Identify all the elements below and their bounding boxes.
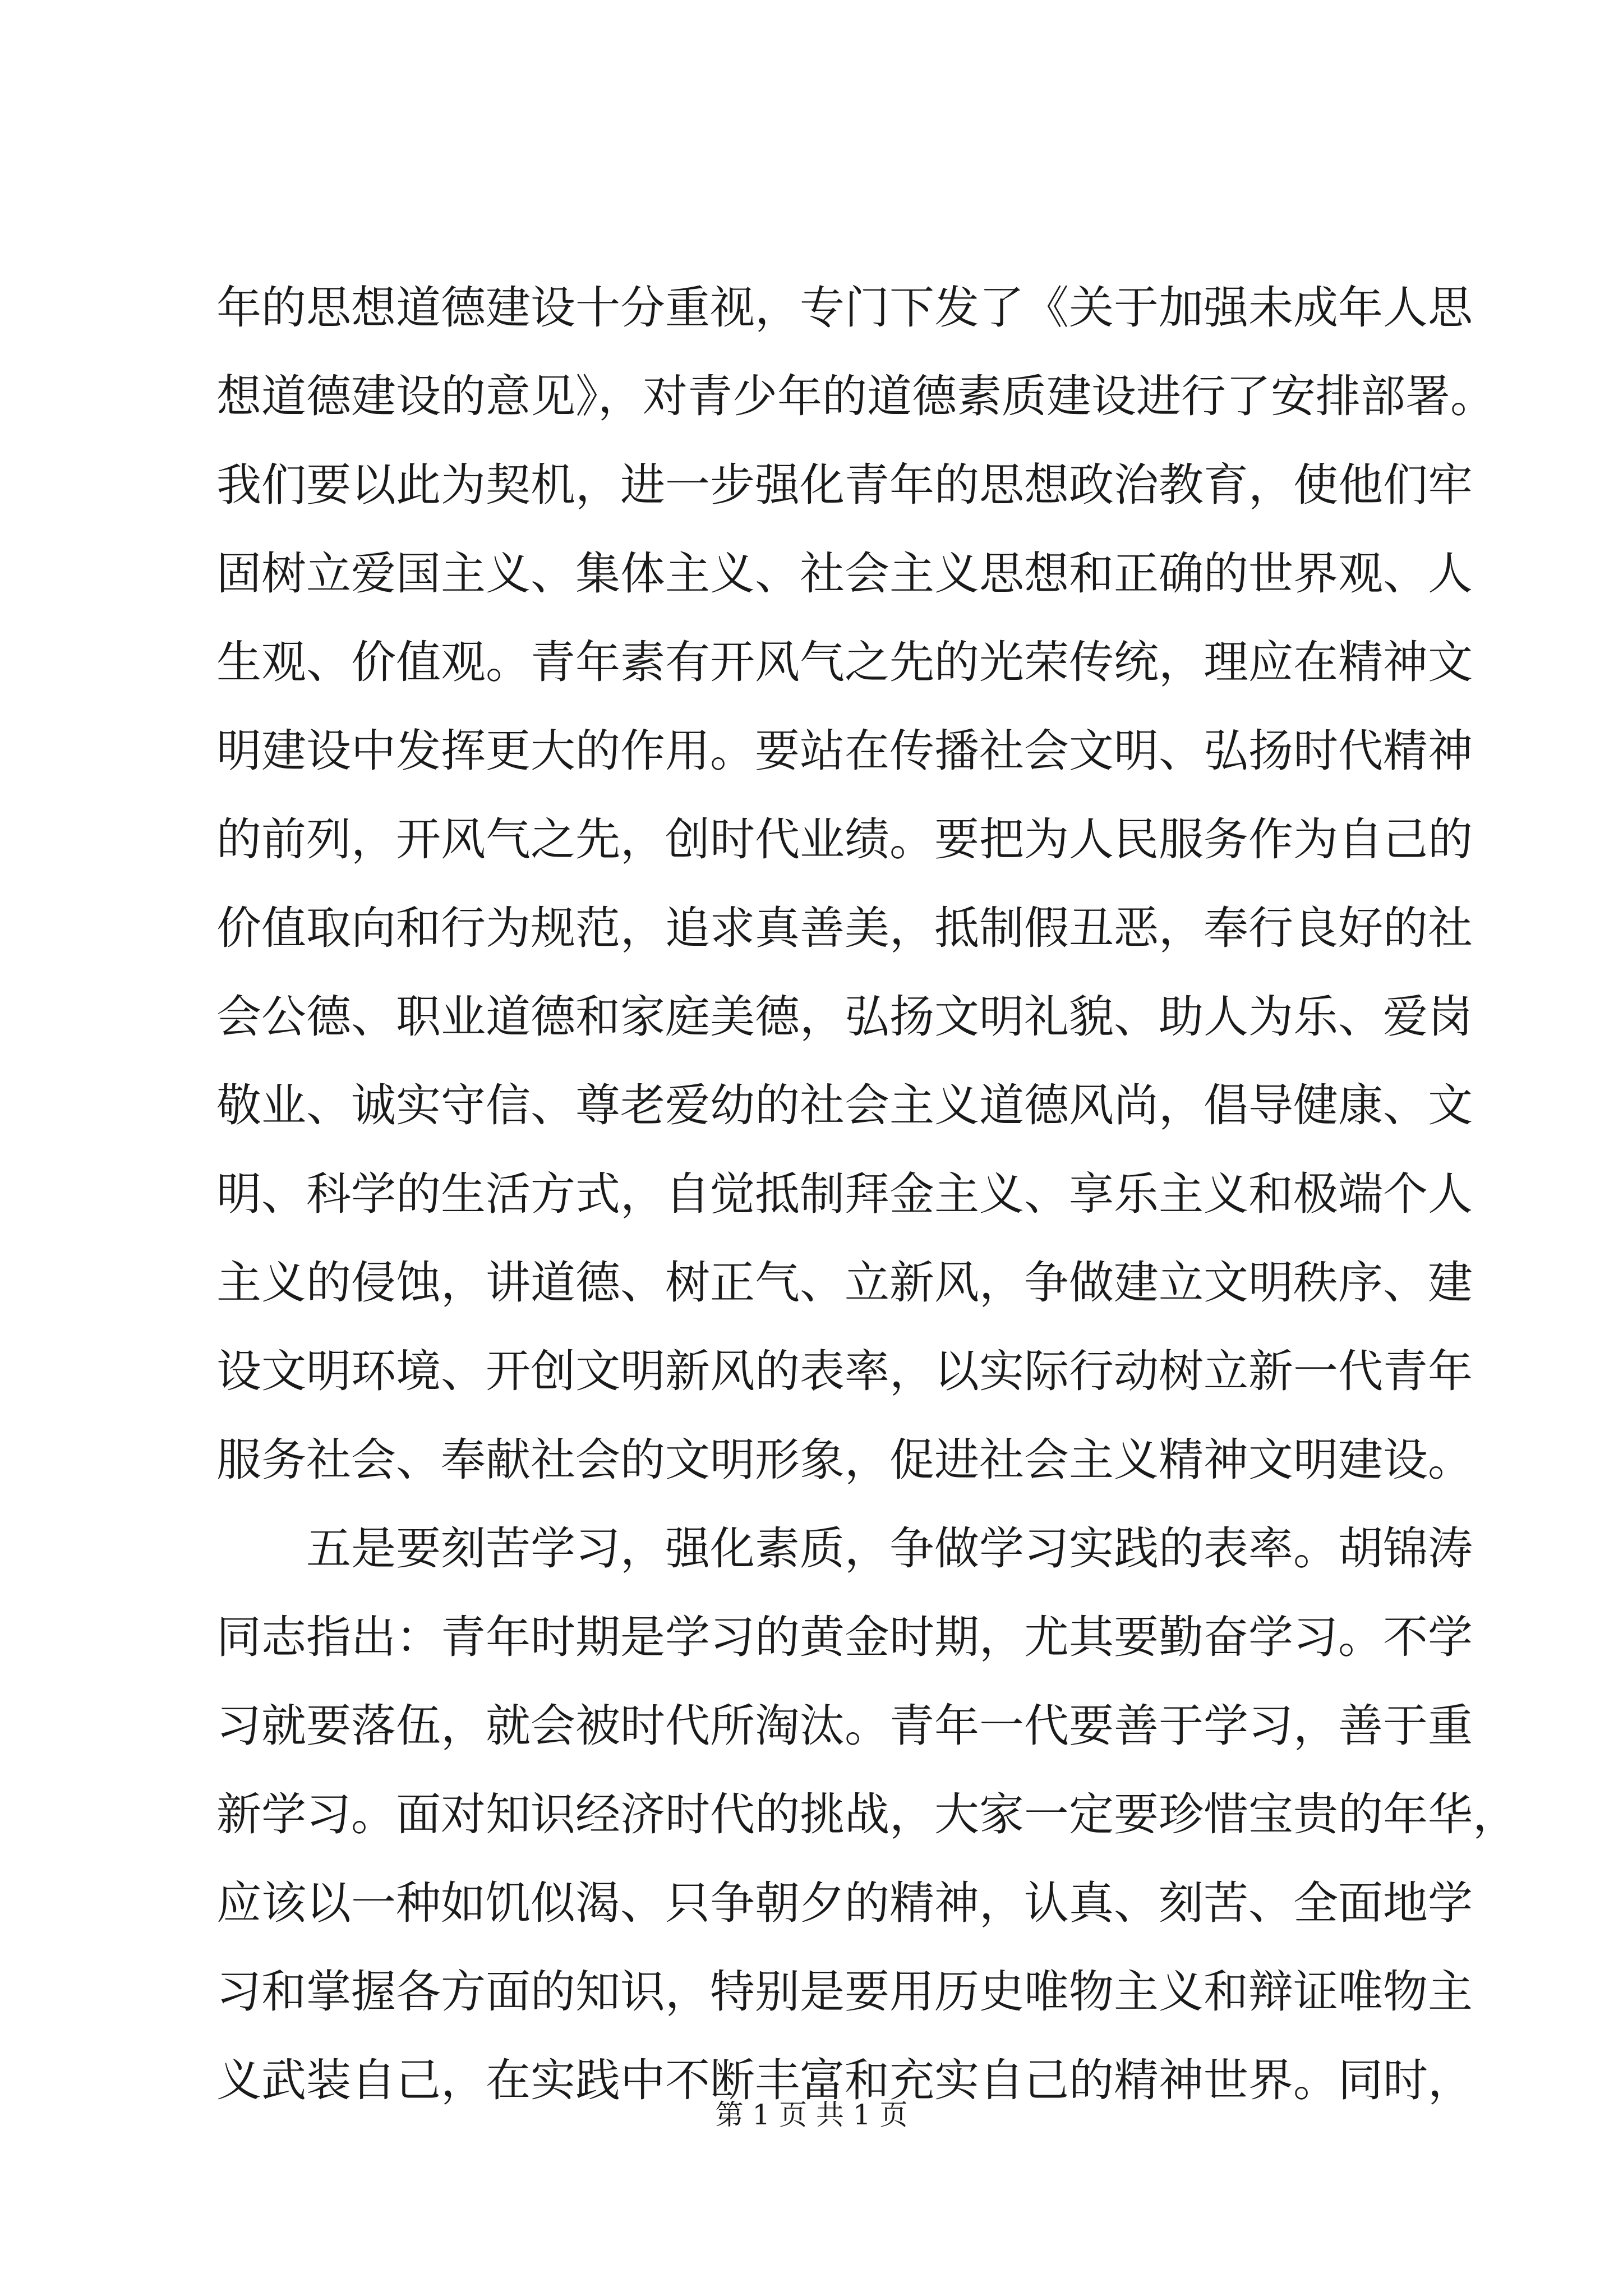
- text-line: 明、科学的生活方式，自觉抵制拜金主义、享乐主义和极端个人: [216, 1168, 1473, 1220]
- text-line: 五是要刻苦学习，强化素质，争做学习实践的表率。胡锦涛: [306, 1522, 1473, 1575]
- text-line: 新学习。面对知识经济时代的挑战，大家一定要珍惜宝贵的年华，: [216, 1788, 1518, 1841]
- page-footer: [0, 2095, 1623, 2134]
- text-line: 义武装自己，在实践中不断丰富和充实自己的精神世界。同时，: [216, 2054, 1473, 2106]
- text-line: 明建设中发挥更大的作用。要站在传播社会文明、弘扬时代精神: [216, 725, 1473, 777]
- text-line: 习和掌握各方面的知识，特别是要用历史唯物主义和辩证唯物主: [216, 1966, 1473, 2018]
- text-line: 年的思想道德建设十分重视，专门下发了《关于加强未成年人思: [216, 282, 1473, 334]
- text-line: 同志指出：青年时期是学习的黄金时期，尤其要勤奋学习。不学: [216, 1611, 1473, 1663]
- text-line: 价值取向和行为规范，追求真善美，抵制假丑恶，奉行良好的社: [216, 902, 1473, 954]
- text-line: 会公德、职业道德和家庭美德，弘扬文明礼貌、助人为乐、爱岗: [216, 991, 1473, 1043]
- text-line: 习就要落伍，就会被时代所淘汰。青年一代要善于学习，善于重: [216, 1700, 1473, 1752]
- text-line: 固树立爱国主义、集体主义、社会主义思想和正确的世界观、人: [216, 547, 1473, 600]
- text-line: 的前列，开风气之先，创时代业绩。要把为人民服务作为自己的: [216, 813, 1473, 866]
- text-line: 想道德建设的意见》，对青少年的道德素质建设进行了安排部署。: [216, 370, 1495, 422]
- page-number-label: 第 1 页 共 1 页: [715, 2099, 908, 2131]
- paragraph-1: [216, 264, 1495, 1504]
- paragraph-2: [216, 1504, 1518, 2125]
- text-line: 生观、价值观。青年素有开风气之先的光荣传统，理应在精神文: [216, 636, 1473, 688]
- document-body: [216, 264, 1518, 2125]
- text-line: 主义的侵蚀，讲道德、树正气、立新风，争做建立文明秩序、建: [216, 1257, 1473, 1309]
- text-line: 应该以一种如饥似渴、只争朝夕的精神，认真、刻苦、全面地学: [216, 1877, 1473, 1929]
- text-line: 敬业、诚实守信、尊老爱幼的社会主义道德风尚，倡导健康、文: [216, 1079, 1473, 1131]
- text-line: 我们要以此为契机，进一步强化青年的思想政治教育，使他们牢: [216, 459, 1473, 511]
- text-line: 服务社会、奉献社会的文明形象，促进社会主义精神文明建设。: [216, 1434, 1473, 1486]
- text-line: 设文明环境、开创文明新风的表率，以实际行动树立新一代青年: [216, 1345, 1473, 1397]
